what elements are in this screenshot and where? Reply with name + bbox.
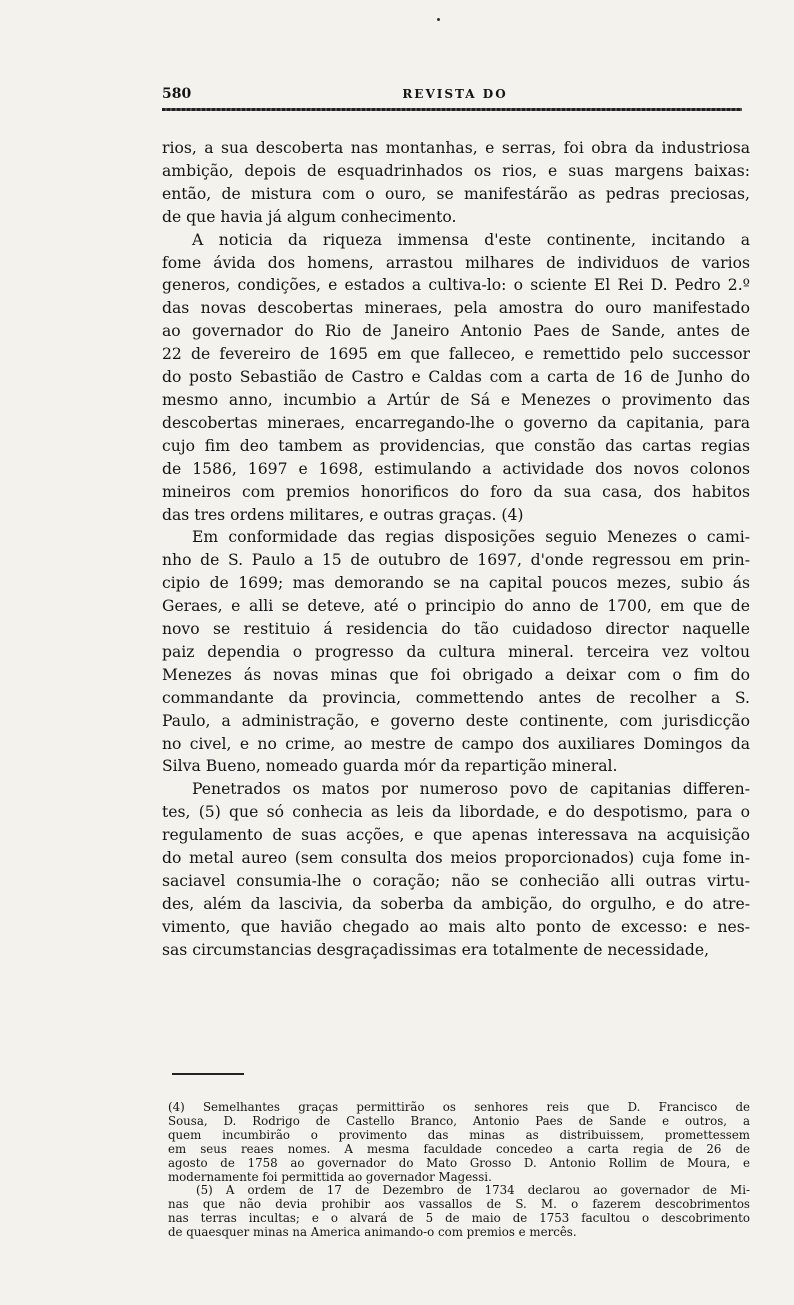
- text-line: do posto Sebastião de Castro e Caldas com a carta de 16 de Junho do: [162, 368, 750, 387]
- header-rule: [162, 108, 742, 111]
- footnotes: [168, 1101, 750, 1240]
- text-line: rios, a sua descoberta nas montanhas, e serras, foi obra da industriosa: [162, 139, 750, 157]
- text-line: Penetrados os matos por numeroso povo de capitanias differen-: [192, 780, 750, 799]
- text-line: saciavel consumia-lhe o coração; não se conhecião alli outras virtu-: [162, 872, 750, 890]
- text-line: em seus reaes nomes. A mesma faculdade concedeo a carta regia de 26 de: [168, 1141, 750, 1156]
- text-line: de que havia já algum conhecimento.: [162, 207, 457, 226]
- paragraph: [162, 778, 750, 961]
- text-line: nho de S. Paulo a 15 de outubro de 1697, d'onde regressou em prin-: [162, 551, 750, 570]
- footnote: [168, 1101, 750, 1184]
- text-line: Paulo, a administração, e governo deste continente, com jurisdicção: [162, 711, 750, 730]
- text-line: cujo fim deo tambem as providencias, que constão das cartas regias: [162, 436, 750, 455]
- text-line: Geraes, e alli se deteve, até o principio do anno de 1700, em que de: [162, 597, 750, 616]
- text-line: agosto de 1758 ao governador do Mato Grosso D. Antonio Rollim de Moura, e: [168, 1155, 750, 1170]
- text-line: nas que não devia prohibir aos vassallos de S. M. o fazerem descobrimentos: [168, 1197, 750, 1212]
- text-line: ambição, depois de esquadrinhados os rios, e suas margens baixas:: [162, 161, 750, 180]
- footnote-rule: [172, 1073, 244, 1075]
- text-line: regulamento de suas acções, e que apenas interessava na acquisição: [162, 826, 750, 845]
- text-line: des, além da lascivia, da soberba da ambição, do orgulho, e do atre-: [162, 894, 750, 913]
- text-line: 22 de fevereiro de 1695 em que falleceo, e remettido pelo successor: [162, 345, 750, 364]
- text-line: de quaesquer minas na America animando-o com premios e mercês.: [168, 1225, 577, 1240]
- text-line: das novas descobertas mineraes, pela amostra do ouro manifestado: [162, 299, 750, 318]
- text-line: Silva Bueno, nomeado guarda mór da repartição mineral.: [162, 757, 618, 776]
- paragraph: [162, 229, 750, 527]
- text-line: (4) Semelhantes graças permittirão os senhores reis que D. Francisco de: [168, 1100, 750, 1114]
- paragraph: [162, 526, 750, 778]
- text-line: do metal aureo (sem consulta dos meios proporcionados) cuja fome in-: [162, 849, 750, 868]
- text-line: mineiros com premios honorificos do foro da sua casa, dos habitos: [162, 482, 750, 501]
- running-title: REVISTA DO: [402, 87, 508, 101]
- page-number: 580: [162, 86, 192, 102]
- text-line: quem incumbirão o provimento das minas as distribuissem, promettessem: [168, 1127, 750, 1142]
- text-line: (5) A ordem de 17 de Dezembro de 1734 declarou ao governador de Mi-: [196, 1183, 750, 1198]
- footnote: [168, 1184, 750, 1240]
- text-line: Em conformidade das regias disposições seguio Menezes o cami-: [192, 528, 750, 547]
- text-line: descobertas mineraes, encarregando-lhe o governo da capitania, para: [162, 413, 750, 432]
- text-line: tes, (5) que só conhecia as leis da libordade, e do despotismo, para o: [162, 803, 750, 822]
- text-line: ao governador do Rio de Janeiro Antonio Paes de Sande, antes de: [162, 322, 750, 341]
- paragraph: [162, 137, 750, 229]
- main-text: [162, 137, 750, 962]
- text-line: paiz dependia o progresso da cultura mineral. terceira vez voltou: [162, 642, 750, 661]
- text-line: sas circumstancias desgraçadissimas era totalmente de necessidade,: [162, 940, 710, 959]
- text-line: no civel, e no crime, ao mestre de campo dos auxiliares Domingos da: [162, 734, 750, 753]
- text-line: generos, condições, e estados a cultiva-lo: o sciente El Rei D. Pedro 2.º: [162, 276, 750, 295]
- text-line: vimento, que havião chegado ao mais alto ponto de excesso: e nes-: [162, 917, 750, 936]
- text-line: Sousa, D. Rodrigo de Castello Branco, Antonio Paes de Sande e outros, a: [168, 1113, 750, 1128]
- page-header: [160, 86, 750, 108]
- text-line: mesmo anno, incumbio a Artúr de Sá e Menezes o provimento das: [162, 390, 750, 409]
- paper-speck: [437, 18, 440, 21]
- text-line: das tres ordens militares, e outras graças. (4): [162, 505, 524, 524]
- text-line: Menezes ás novas minas que foi obrigado a deixar com o fim do: [162, 665, 750, 684]
- text-line: novo se restituio á residencia do tão cuidadoso director naquelle: [162, 620, 750, 639]
- text-line: fome ávida dos homens, arrastou milhares de individuos de varios: [162, 253, 750, 272]
- text-line: A noticia da riqueza immensa d'este continente, incitando a: [192, 230, 750, 249]
- text-line: de 1586, 1697 e 1698, estimulando a actividade dos novos colonos: [162, 459, 750, 478]
- text-line: nas terras incultas; e o alvará de 5 de maio de 1753 facultou o descobrimento: [168, 1211, 750, 1226]
- text-line: commandante da provincia, commettendo antes de recolher a S.: [162, 688, 750, 707]
- text-line: modernamente foi permittida ao governador Magessi.: [168, 1169, 492, 1184]
- text-line: cipio de 1699; mas demorando se na capital poucos mezes, subio ás: [162, 574, 750, 593]
- text-line: então, de mistura com o ouro, se manifestárão as pedras preciosas,: [162, 184, 750, 203]
